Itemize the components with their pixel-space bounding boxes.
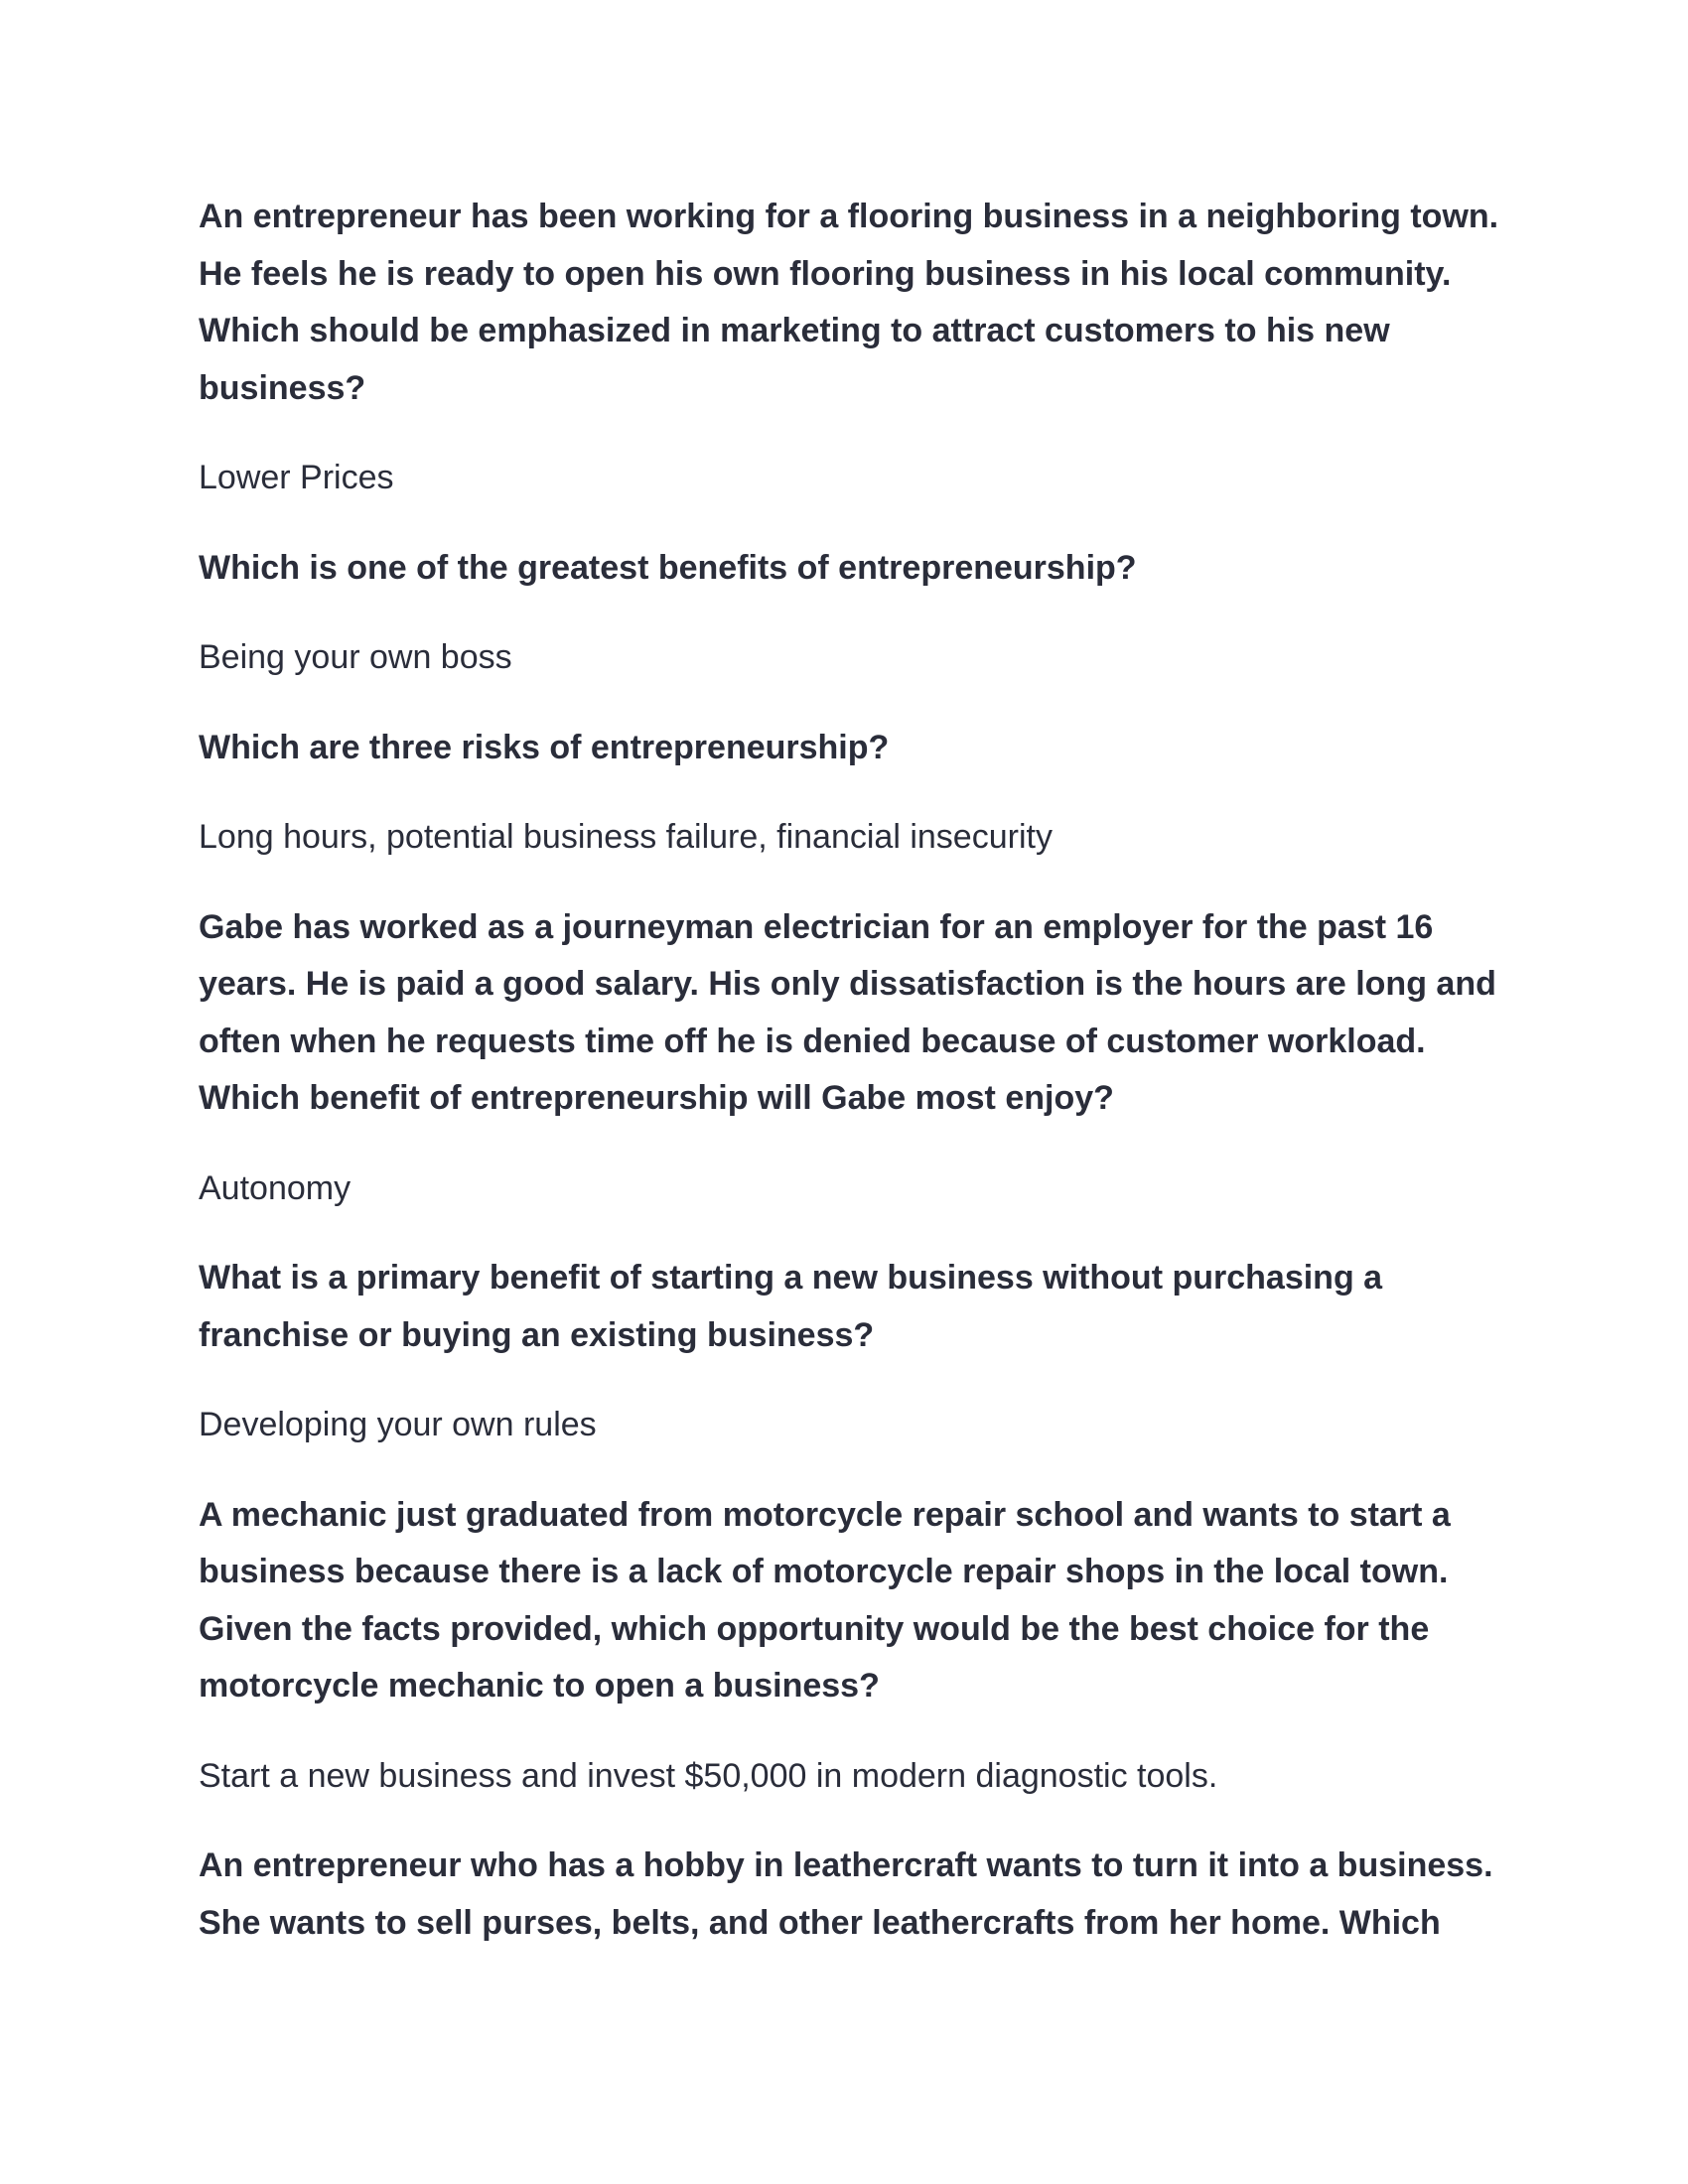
question-text: Which is one of the greatest benefits of entrepreneurship? bbox=[199, 548, 1137, 587]
question-text: Which are three risks of entrepreneurship? bbox=[199, 728, 890, 766]
qa-item bbox=[199, 189, 1509, 507]
qa-item bbox=[199, 1250, 1509, 1454]
answer-text: Long hours, potential business failure, financial insecurity bbox=[199, 818, 1053, 856]
qa-item bbox=[199, 720, 1509, 867]
question-text: Gabe has worked as a journeyman electrician for an employer for the past 16 years. He is paid a good salary. His only dissatisfaction is the hours are long and often when he requests time off he is denied because of customer workload. Which benefit of entrepreneurship will Gabe most enjoy? bbox=[199, 907, 1496, 1117]
qa-item bbox=[199, 540, 1509, 687]
question-text: An entrepreneur who has a hobby in leathercraft wants to turn it into a business. She wants to sell purses, belts, and other leathercrafts from her home. Which bbox=[199, 1846, 1493, 1942]
qa-item-truncated bbox=[199, 1838, 1509, 1952]
answer-text: Developing your own rules bbox=[199, 1406, 597, 1443]
qa-item bbox=[199, 1487, 1509, 1806]
qa-item bbox=[199, 899, 1509, 1218]
answer-text: Start a new business and invest $50,000 in modern diagnostic tools. bbox=[199, 1756, 1218, 1795]
answer-text: Autonomy bbox=[199, 1168, 352, 1207]
question-text: A mechanic just graduated from motorcycle repair school and wants to start a business because there is a lack of motorcycle repair shops in the local town. Given the facts provided, which opportunity would be the best choice for the motorcycle mechanic to open a business? bbox=[199, 1495, 1451, 1705]
question-text: An entrepreneur has been working for a flooring business in a neighboring town. He feels he is ready to open his own flooring business in his local community. Which should be emphasized in marketing to attract customers to his new business? bbox=[199, 198, 1499, 407]
document-page bbox=[199, 189, 1509, 1984]
question-text: What is a primary benefit of starting a new business without purchasing a franchise or buying an existing business? bbox=[199, 1259, 1383, 1354]
answer-text: Lower Prices bbox=[199, 459, 394, 496]
answer-text: Being your own boss bbox=[199, 638, 512, 676]
